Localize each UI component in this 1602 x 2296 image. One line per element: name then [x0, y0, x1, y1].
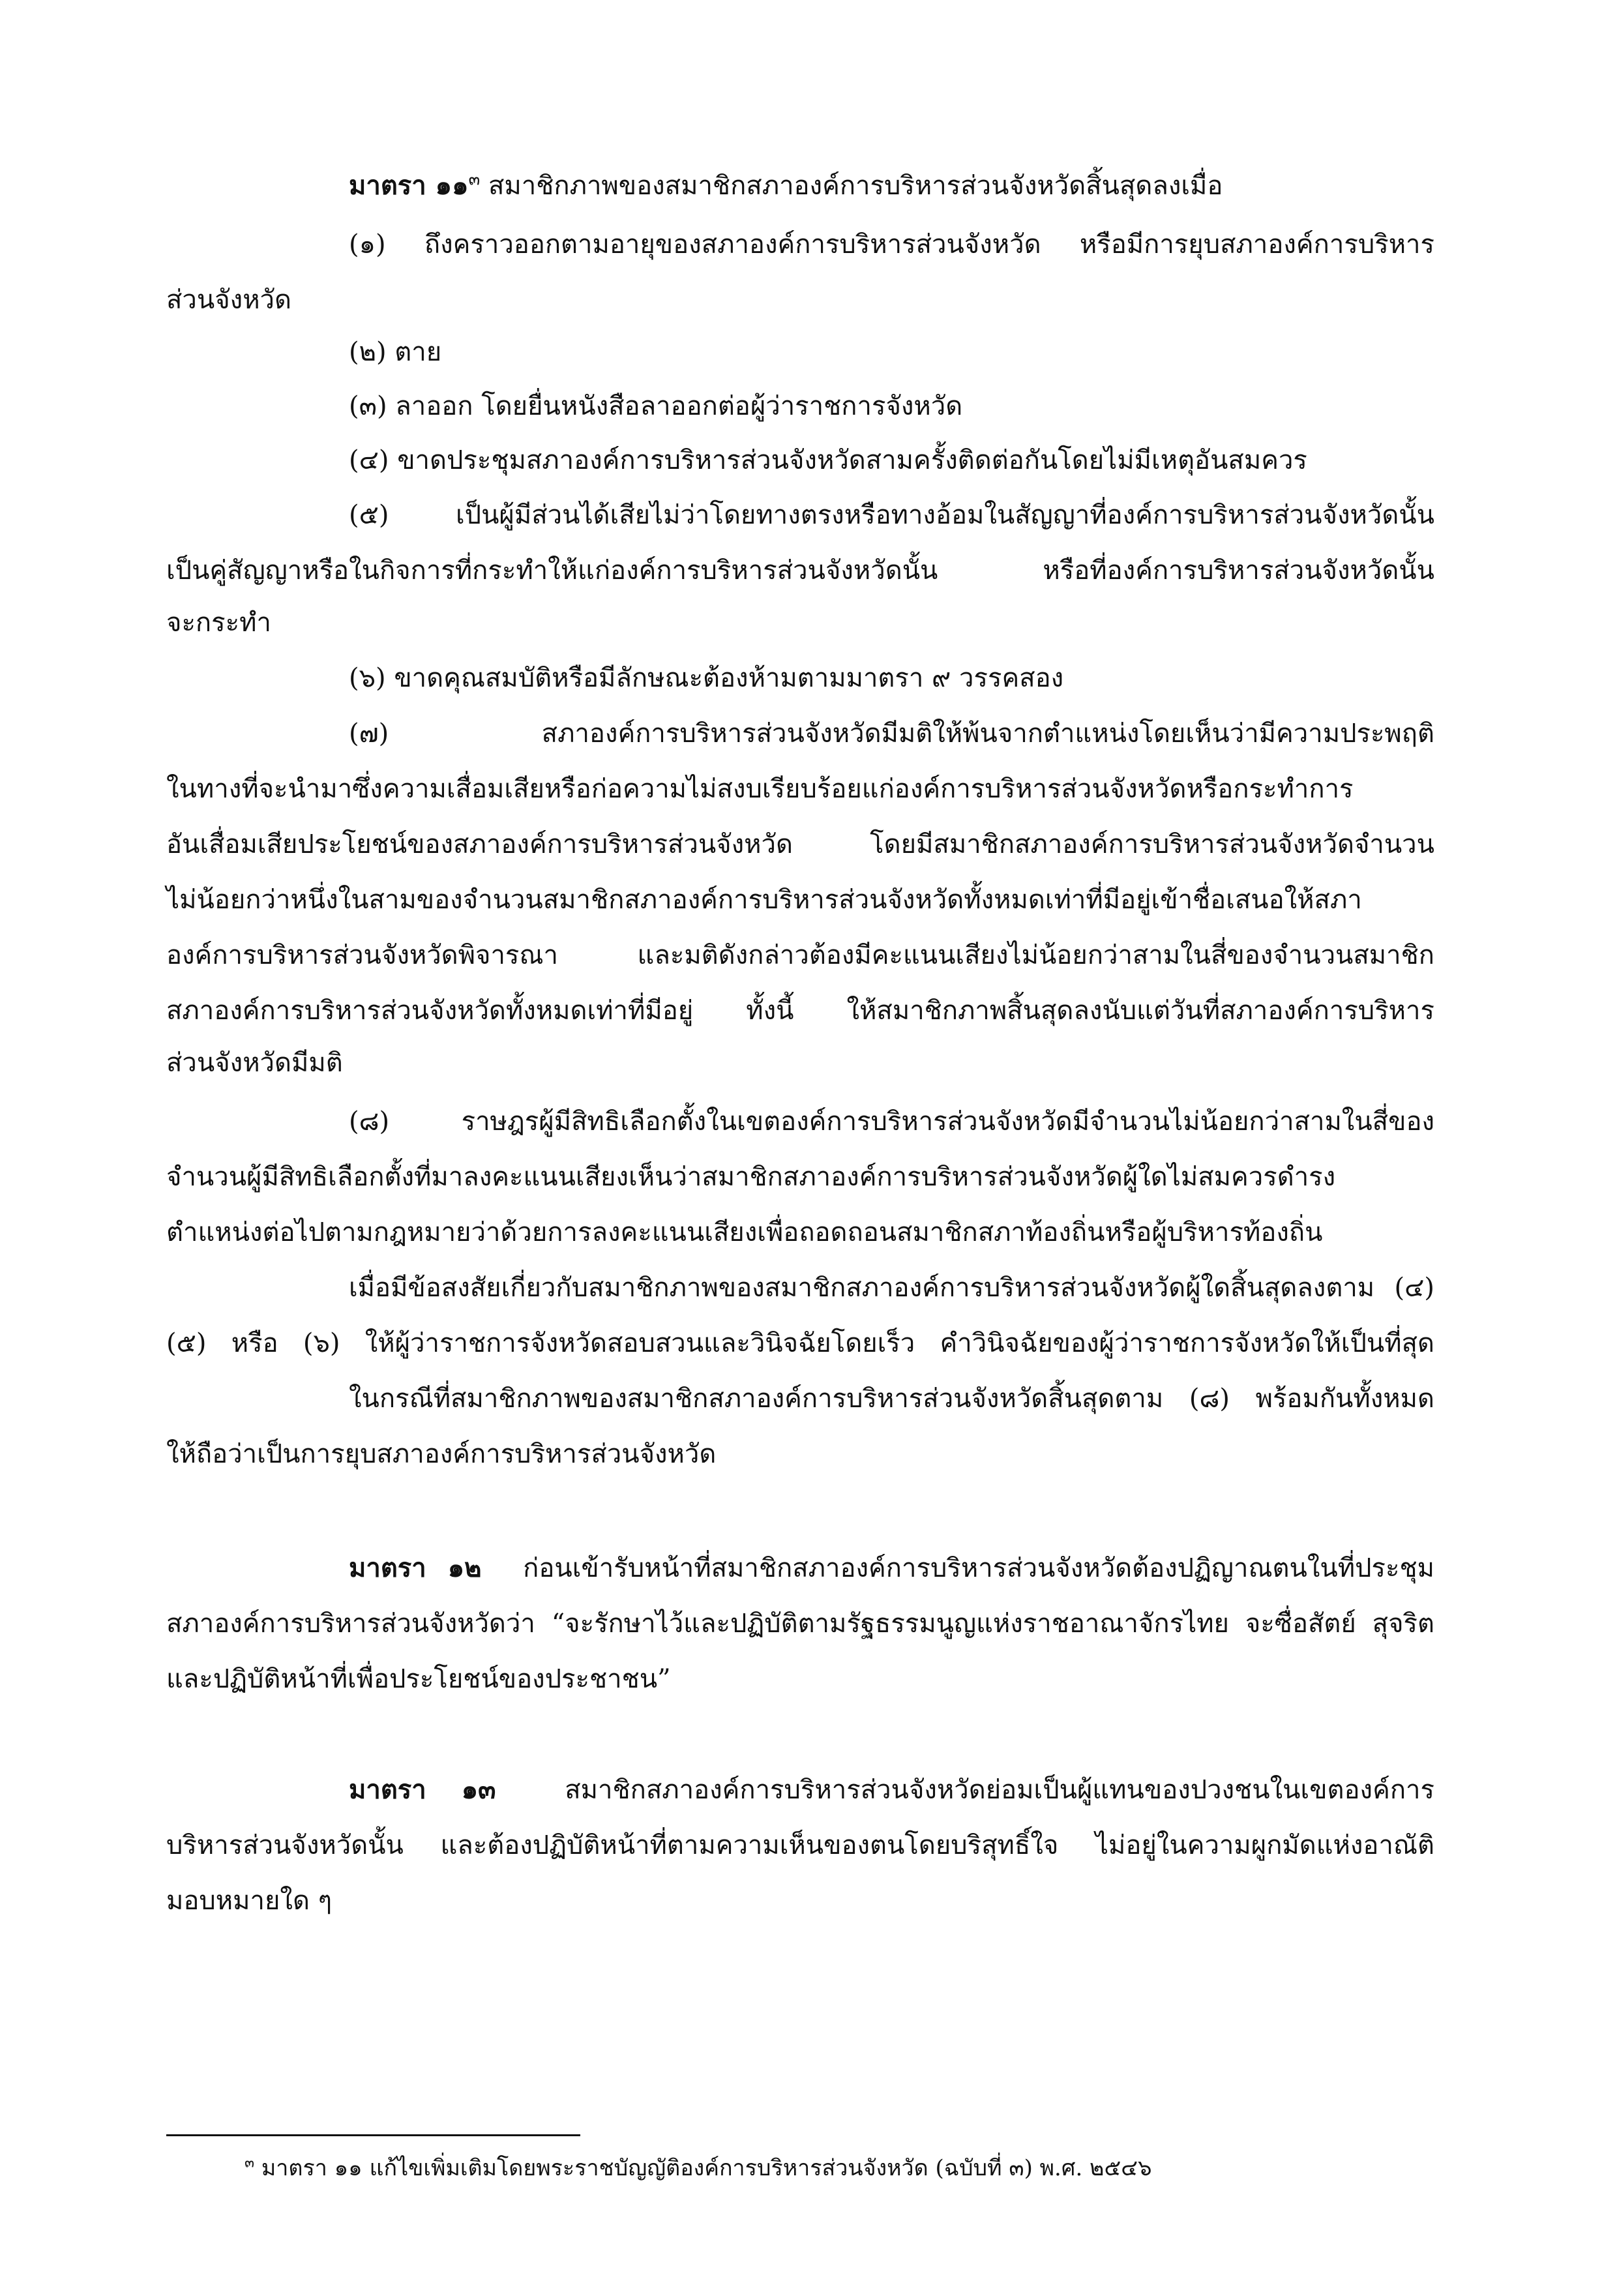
- section-13-line-b: บริหารส่วนจังหวัดนั้น และต้องปฏิบัติหน้าที่ตามความเห็นของตนโดยบริสุทธิ์ใจ ไม่อยู่ในความผูกมัดแห่งอาณัติ: [166, 1830, 1434, 1860]
- item-7-line-g: ส่วนจังหวัดมีมติ: [166, 1048, 343, 1078]
- section-13-line-a: [349, 1770, 1434, 1810]
- paragraph-3-line-b: ให้ถือว่าเป็นการยุบสภาองค์การบริหารส่วนจังหวัด: [166, 1439, 717, 1469]
- item-5-line-b: เป็นคู่สัญญาหรือในกิจการที่กระทำให้แก่องค์การบริหารส่วนจังหวัดนั้น หรือที่องค์การบริหารส่วนจังหวัดนั้น: [166, 556, 1434, 586]
- footnote-number: ๓: [245, 2154, 255, 2171]
- item-6: (๖) ขาดคุณสมบัติหรือมีลักษณะต้องห้ามตามมาตรา ๙ วรรคสอง: [349, 663, 1064, 693]
- section-11-intro: [349, 166, 1602, 205]
- item-8-line-c: ตำแหน่งต่อไปตามกฎหมายว่าด้วยการลงคะแนนเสียงเพื่อถอดถอนสมาชิกสภาท้องถิ่นหรือผู้บริหารท้องถิ่น: [166, 1217, 1323, 1247]
- item-8-line-b: จำนวนผู้มีสิทธิเลือกตั้งที่มาลงคะแนนเสียงเห็นว่าสมาชิกสภาองค์การบริหารส่วนจังหวัดผู้ใดไม่สมควรดำรง: [166, 1162, 1336, 1192]
- item-3: (๓) ลาออก โดยยื่นหนังสือลาออกต่อผู้ว่าราชการจังหวัด: [349, 391, 963, 421]
- footnote-text: มาตรา ๑๑ แก้ไขเพิ่มเติมโดยพระราชบัญญัติองค์การบริหารส่วนจังหวัด (ฉบับที่ ๓) พ.ศ. ๒๕๔๖: [261, 2155, 1152, 2181]
- item-7-line-a: (๗) สภาองค์การบริหารส่วนจังหวัดมีมติให้พ้นจากตำแหน่งโดยเห็นว่ามีความประพฤติ: [349, 719, 1434, 749]
- section-12-line-c: และปฏิบัติหน้าที่เพื่อประโยชน์ของประชาชน”: [166, 1664, 671, 1694]
- item-1-line-b: ส่วนจังหวัด: [166, 285, 291, 315]
- section-13-heading: มาตรา ๑๓: [349, 1774, 496, 1805]
- item-8-line-a: (๘) ราษฎรผู้มีสิทธิเลือกตั้งในเขตองค์การบริหารส่วนจังหวัดมีจำนวนไม่น้อยกว่าสามในสี่ของ: [349, 1107, 1434, 1137]
- paragraph-2-line-b: (๕) หรือ (๖) ให้ผู้ว่าราชการจังหวัดสอบสวนและวินิจฉัยโดยเร็ว คำวินิจฉัยของผู้ว่าราชการจังหวัดให้เป็นที่สุด: [166, 1328, 1434, 1358]
- section-12-heading: มาตรา ๑๒: [349, 1553, 482, 1583]
- item-7-line-c: อันเสื่อมเสียประโยชน์ของสภาองค์การบริหารส่วนจังหวัด โดยมีสมาชิกสภาองค์การบริหารส่วนจังหวัดจำนวน: [166, 829, 1434, 859]
- item-1-line-a: (๑) ถึงคราวออกตามอายุของสภาองค์การบริหารส่วนจังหวัด หรือมีการยุบสภาองค์การบริหาร: [349, 230, 1434, 260]
- section-13-text-a: สมาชิกสภาองค์การบริหารส่วนจังหวัดย่อมเป็นผู้แทนของปวงชนในเขตองค์การ: [565, 1775, 1434, 1805]
- section-11-intro-text: สมาชิกภาพของสมาชิกสภาองค์การบริหารส่วนจังหวัดสิ้นสุดลงเมื่อ: [488, 171, 1223, 201]
- footnote-divider: [166, 2134, 580, 2136]
- section-12-text-a: ก่อนเข้ารับหน้าที่สมาชิกสภาองค์การบริหารส่วนจังหวัดต้องปฏิญาณตนในที่ประชุม: [523, 1553, 1434, 1583]
- item-5-line-c: จะกระทำ: [166, 608, 271, 638]
- section-13-line-c: มอบหมายใด ๆ: [166, 1886, 333, 1916]
- item-7-line-f: สภาองค์การบริหารส่วนจังหวัดทั้งหมดเท่าที่มีอยู่ ทั้งนี้ ให้สมาชิกภาพสิ้นสุดลงนับแต่วันที่สภาองค์การบริหาร: [166, 996, 1434, 1026]
- item-7-line-d: ไม่น้อยกว่าหนึ่งในสามของจำนวนสมาชิกสภาองค์การบริหารส่วนจังหวัดทั้งหมดเท่าที่มีอยู่เข้าชื่อเสนอให้สภา: [166, 885, 1362, 915]
- section-11-heading: มาตรา ๑๑: [349, 170, 469, 201]
- footnote: [245, 2152, 1152, 2184]
- item-5-line-a: (๕) เป็นผู้มีส่วนได้เสียไม่ว่าโดยทางตรงหรือทางอ้อมในสัญญาที่องค์การบริหารส่วนจังหวัดนั้น: [349, 500, 1434, 530]
- paragraph-2-line-a: เมื่อมีข้อสงสัยเกี่ยวกับสมาชิกภาพของสมาชิกสภาองค์การบริหารส่วนจังหวัดผู้ใดสิ้นสุดลงตาม (๔): [349, 1273, 1434, 1303]
- item-7-line-e: องค์การบริหารส่วนจังหวัดพิจารณา และมติดังกล่าวต้องมีคะแนนเสียงไม่น้อยกว่าสามในสี่ของจำนวนสมาชิก: [166, 940, 1434, 970]
- section-12-line-a: [349, 1549, 1434, 1588]
- item-7-line-b: ในทางที่จะนำมาซึ่งความเสื่อมเสียหรือก่อความไม่สงบเรียบร้อยแก่องค์การบริหารส่วนจังหวัดหรือกระทำการ: [166, 774, 1354, 804]
- item-2: (๒) ตาย: [349, 337, 442, 367]
- section-12-line-b: สภาองค์การบริหารส่วนจังหวัดว่า “จะรักษาไว้และปฏิบัติตามรัฐธรรมนูญแห่งราชอาณาจักรไทย จะซื่อสัตย์ สุจริต: [166, 1609, 1434, 1639]
- item-4: (๔) ขาดประชุมสภาองค์การบริหารส่วนจังหวัดสามครั้งติดต่อกันโดยไม่มีเหตุอันสมควร: [349, 445, 1307, 475]
- footnote-mark: ๓: [468, 170, 481, 190]
- paragraph-3-line-a: ในกรณีที่สมาชิกภาพของสมาชิกสภาองค์การบริหารส่วนจังหวัดสิ้นสุดตาม (๘) พร้อมกันทั้งหมด: [349, 1384, 1434, 1414]
